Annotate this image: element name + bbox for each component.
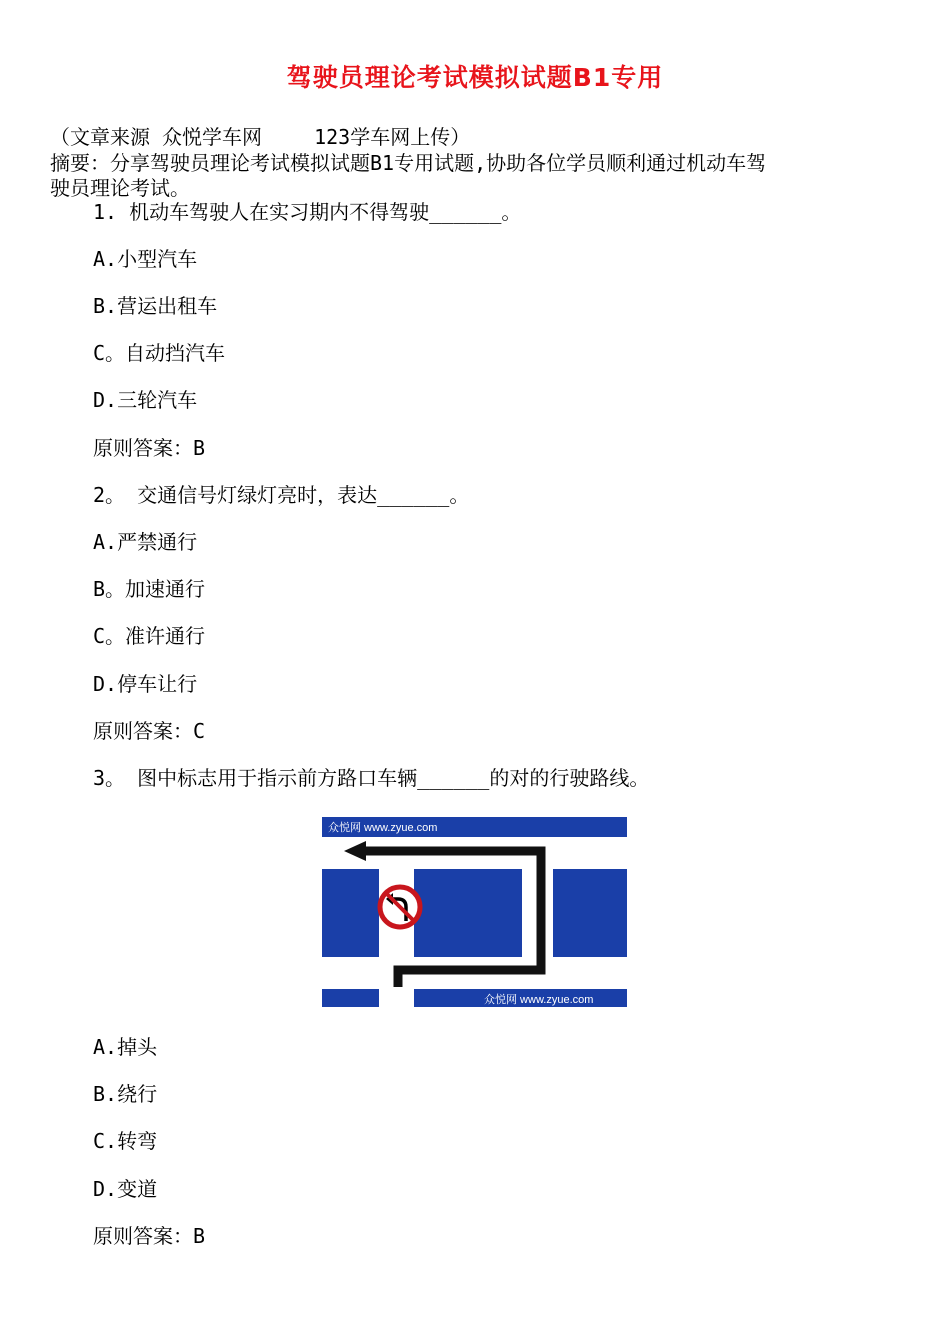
question-1-option-c: C。自动挡汽车 bbox=[93, 341, 226, 365]
question-3-answer: 原则答案：B bbox=[93, 1224, 206, 1248]
abstract-line-1: 摘要：分享驾驶员理论考试模拟试题B1专用试题,协助各位学员顺利通过机动车驾 bbox=[50, 151, 767, 175]
question-3-text: 3。 图中标志用于指示前方路口车辆______的对的行驶路线。 bbox=[93, 766, 650, 790]
abstract-line-2: 驶员理论考试。 bbox=[50, 176, 190, 200]
question-3-option-b: B.绕行 bbox=[93, 1082, 158, 1106]
question-1-text: 1. 机动车驾驶人在实习期内不得驾驶______。 bbox=[93, 200, 522, 224]
question-1-option-b: B.营运出租车 bbox=[93, 294, 218, 318]
source-line: （文章来源 众悦学车网 123学车网上传） bbox=[50, 125, 471, 149]
road-block-left bbox=[322, 869, 379, 957]
question-2-option-a: A.严禁通行 bbox=[93, 530, 198, 554]
question-2-option-d: D.停车让行 bbox=[93, 672, 198, 696]
document-title: 驾驶员理论考试模拟试题B1专用 bbox=[286, 63, 664, 92]
question-2-text: 2。 交通信号灯绿灯亮时，表达______。 bbox=[93, 483, 470, 507]
question-2-option-b: B。加速通行 bbox=[93, 577, 206, 601]
question-2-answer: 原则答案：C bbox=[93, 719, 206, 743]
question-1-option-a: A.小型汽车 bbox=[93, 247, 198, 271]
road-sign-figure bbox=[322, 817, 627, 1007]
question-2-option-c: C。准许通行 bbox=[93, 624, 206, 648]
no-left-turn-sign-icon bbox=[380, 887, 420, 927]
question-1-option-d: D.三轮汽车 bbox=[93, 388, 198, 412]
road-block-center bbox=[414, 869, 522, 957]
question-3-option-c: C.转弯 bbox=[93, 1129, 158, 1153]
road-block-right bbox=[553, 869, 627, 957]
question-3-option-a: A.掉头 bbox=[93, 1035, 158, 1059]
question-3-option-d: D.变道 bbox=[93, 1177, 158, 1201]
road-strip-bottom-left bbox=[322, 989, 379, 1007]
watermark-bottom: 众悦网 www.zyue.com bbox=[484, 994, 594, 1006]
watermark-top: 众悦网 www.zyue.com bbox=[328, 822, 438, 834]
question-1-answer: 原则答案：B bbox=[93, 436, 206, 460]
